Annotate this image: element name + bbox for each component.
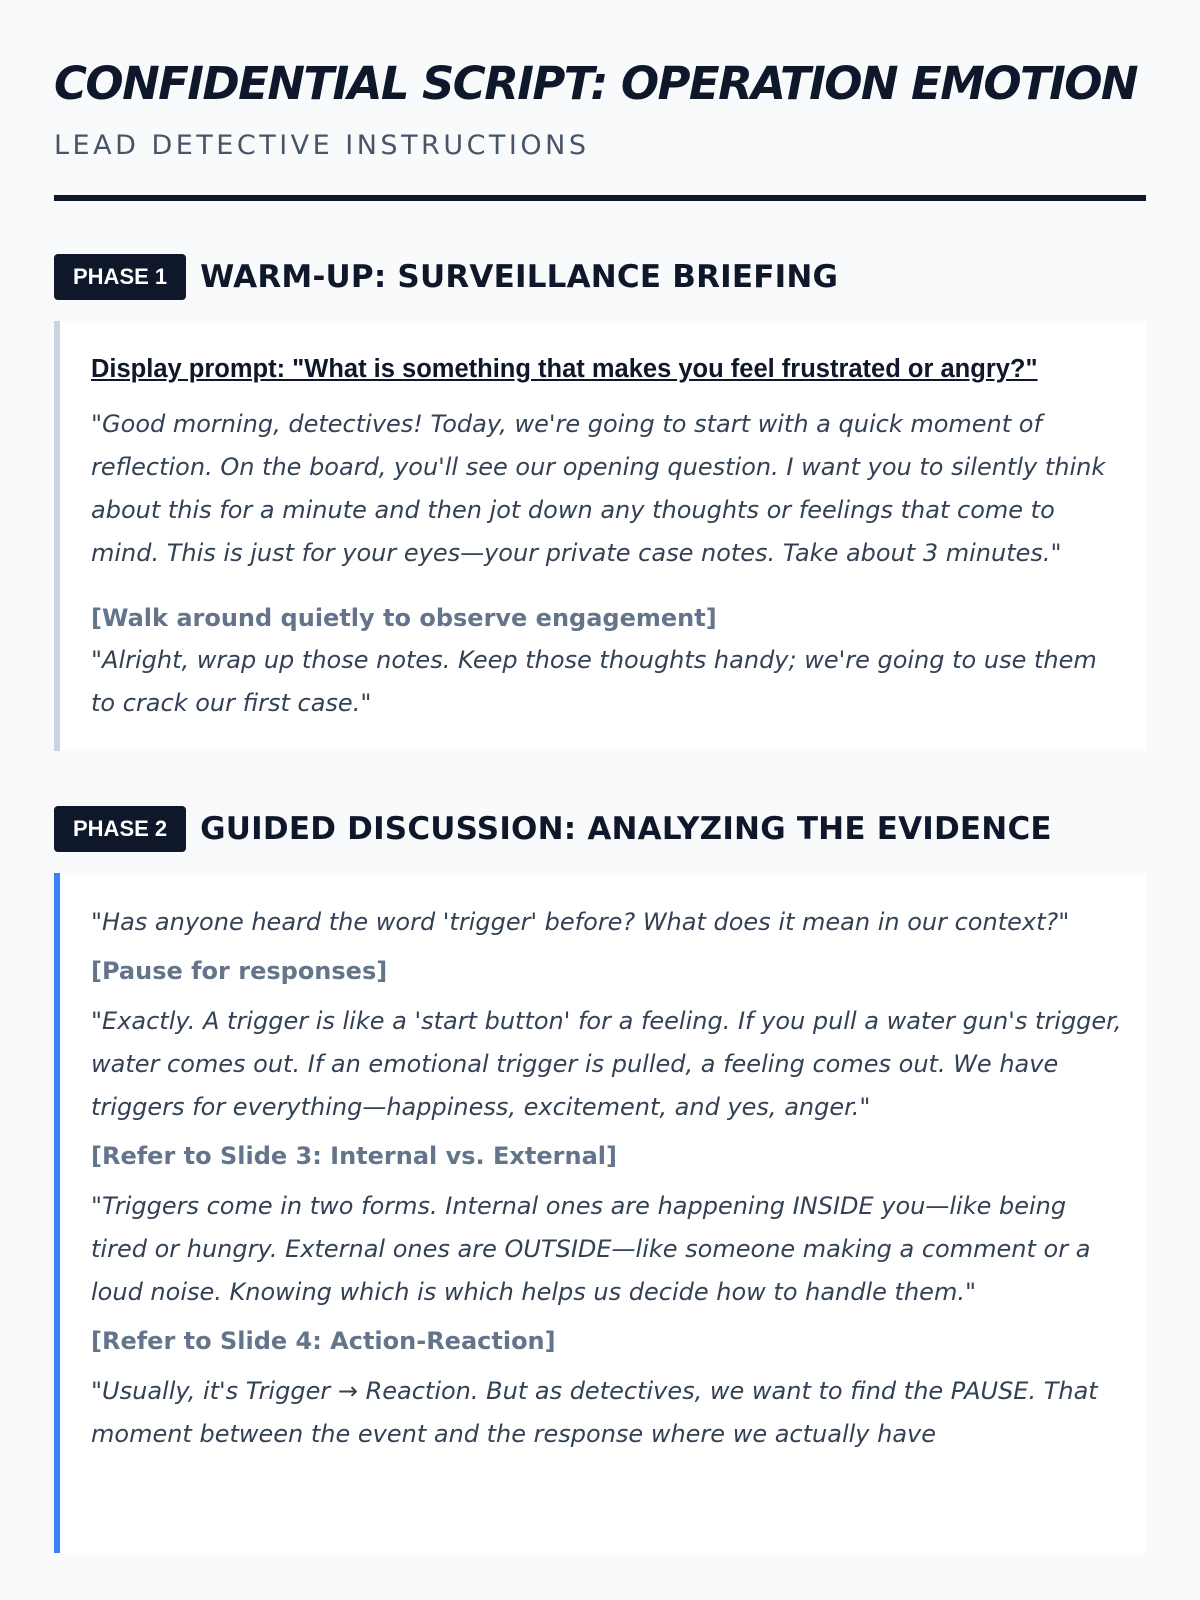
phase-1-title: WARM-UP: SURVEILLANCE BRIEFING <box>200 259 839 295</box>
phase-1-script-card <box>54 321 1146 751</box>
phase-1-badge: PHASE 1 <box>54 254 186 300</box>
phase-2-heading <box>54 805 1146 853</box>
phase-1-section <box>54 253 1146 751</box>
phase-2-section <box>54 805 1146 1553</box>
stage-direction: [Pause for responses] <box>91 957 388 985</box>
phase-1-heading <box>54 253 1146 301</box>
script-quote: "Good morning, detectives! Today, we're going to start with a quick moment of reflection. On the board, you'll see our opening question. I want you to silently think about this for a minute and then jot down any thoughts or feelings that come to mind. This is just for your eyes—your private case notes. Take about 3 minutes." <box>91 410 1106 567</box>
phase-2-script-card <box>54 873 1146 1553</box>
script-quote: "Usually, it's Trigger → Reaction. But as detectives, we want to find the PAUSE. That moment between the event and the response where we actually have <box>91 1377 1098 1448</box>
stage-direction: [Refer to Slide 3: Internal vs. External] <box>91 1142 617 1170</box>
header-divider <box>54 195 1146 201</box>
script-quote: "Alright, wrap up those notes. Keep those thoughts handy; we're going to use them to crack our first case." <box>91 646 1097 717</box>
document-subtitle: LEAD DETECTIVE INSTRUCTIONS <box>54 130 590 161</box>
display-prompt: Display prompt: "What is something that makes you feel frustrated or angry?" <box>91 355 1038 383</box>
script-quote: "Triggers come in two forms. Internal ones are happening INSIDE you—like being tired or hungry. External ones are OUTSIDE—like someone making a comment or a loud noise. Knowing which is which helps us decide how to handle them." <box>91 1192 1091 1306</box>
document-title: CONFIDENTIAL SCRIPT: OPERATION EMOTION <box>54 57 1137 110</box>
stage-direction: [Walk around quietly to observe engagement] <box>91 604 717 632</box>
phase-2-title: GUIDED DISCUSSION: ANALYZING THE EVIDENCE <box>200 811 1052 847</box>
script-quote: "Exactly. A trigger is like a 'start button' for a feeling. If you pull a water gun's trigger, water comes out. If an emotional trigger is pulled, a feeling comes out. We have triggers for everything—happiness, excitement, and yes, anger." <box>91 1007 1122 1121</box>
stage-direction: [Refer to Slide 4: Action-Reaction] <box>91 1327 556 1355</box>
phase-2-badge: PHASE 2 <box>54 806 186 852</box>
script-quote: "Has anyone heard the word 'trigger' before? What does it mean in our context?" <box>91 908 1070 936</box>
